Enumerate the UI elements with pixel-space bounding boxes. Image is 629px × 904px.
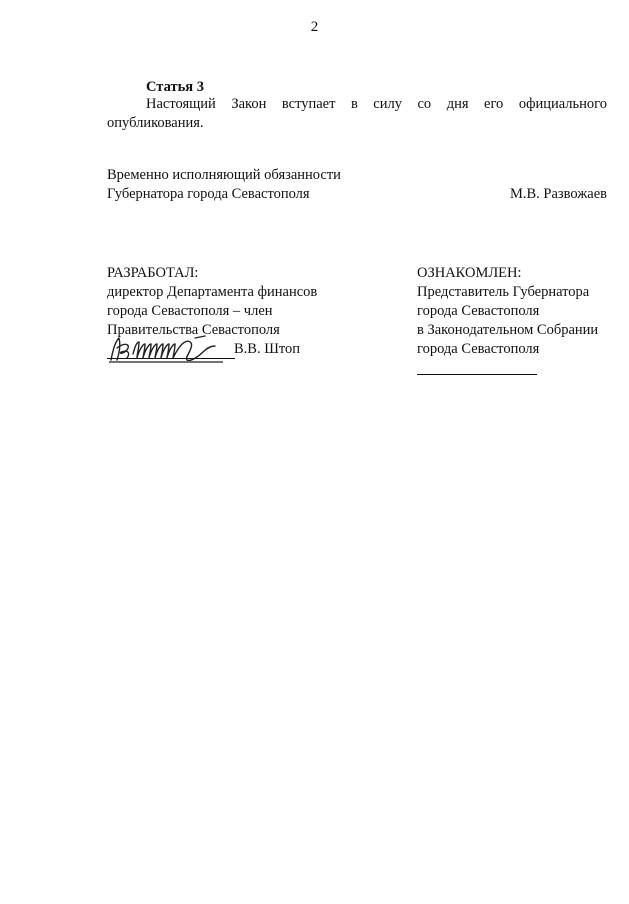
developed-line: Правительства Севастополя	[107, 322, 280, 338]
acting-governor-title-line1: Временно исполняющий обязанности	[107, 167, 341, 183]
page-number: 2	[310, 19, 319, 35]
acquainted-line: города Севастополя	[417, 341, 540, 357]
acting-governor-name: М.В. Развожаев	[509, 186, 607, 202]
article-text: Настоящий Закон вступает в силу со дня его официального опубликования.	[107, 96, 607, 131]
acquainted-line: города Севастополя	[417, 303, 540, 319]
signature-underline	[107, 358, 235, 359]
handwritten-signature	[107, 332, 227, 366]
developed-line: города Севастополя – член	[107, 303, 273, 319]
developed-line: директор Департамента финансов	[107, 284, 318, 300]
acquainted-signature-line	[417, 374, 537, 375]
acquainted-block	[417, 264, 617, 359]
acquainted-line: в Законодательном Собрании	[417, 322, 599, 338]
article-heading: Статья 3	[146, 79, 204, 95]
developed-signer-name: В.В. Штоп	[234, 341, 301, 357]
developed-heading: РАЗРАБОТАЛ:	[107, 265, 199, 281]
developed-signature-row	[107, 340, 367, 362]
acquainted-line: Представитель Губернатора	[417, 284, 590, 300]
developed-block	[107, 264, 367, 362]
acting-governor-title-line2: Губернатора города Севастополя	[107, 186, 310, 202]
acquainted-heading: ОЗНАКОМЛЕН:	[417, 265, 522, 281]
